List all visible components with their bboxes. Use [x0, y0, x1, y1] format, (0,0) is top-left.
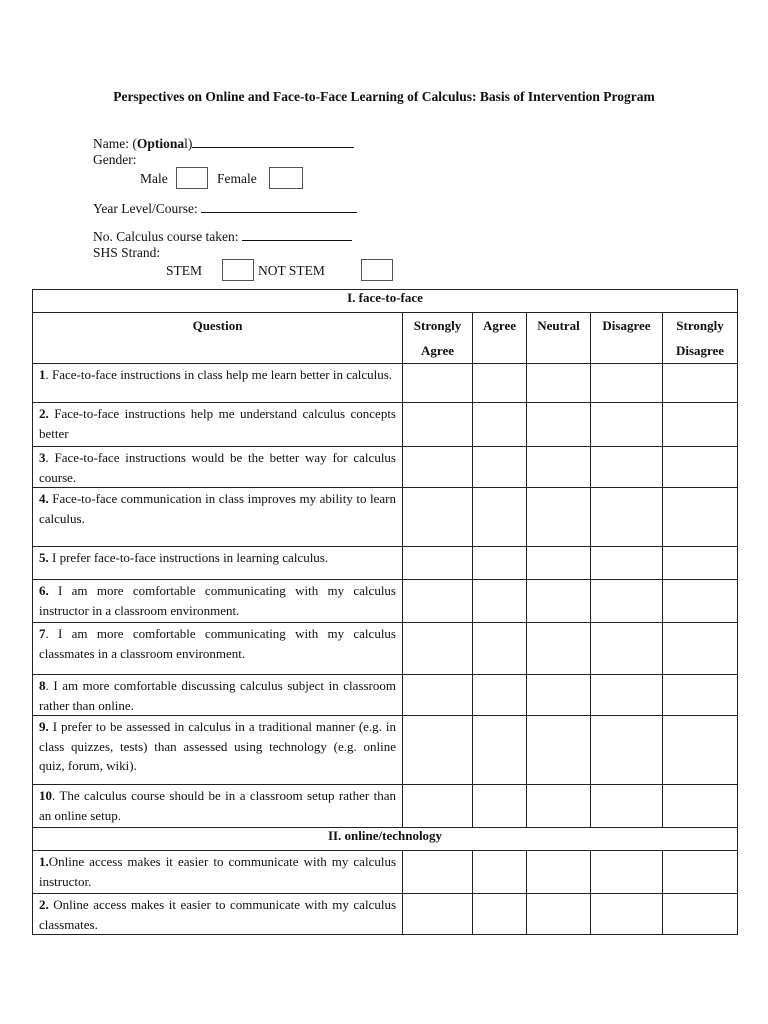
response-cell[interactable]: [591, 364, 663, 403]
stem-label: STEM: [166, 263, 203, 278]
question-row: [33, 675, 738, 716]
question-number: 2.: [39, 897, 49, 912]
not-stem-checkbox[interactable]: [361, 259, 393, 281]
question-number: 1: [39, 367, 46, 382]
response-cell[interactable]: [473, 851, 527, 894]
response-cell[interactable]: [527, 447, 591, 488]
response-cell[interactable]: [527, 580, 591, 623]
response-cell[interactable]: [663, 403, 738, 447]
response-cell[interactable]: [473, 364, 527, 403]
question-body: . I am more comfortable communicating with my calculus classmates in a classroom environment.: [39, 626, 396, 661]
response-cell[interactable]: [403, 403, 473, 447]
year-level-blank-line[interactable]: [201, 199, 357, 213]
response-cell[interactable]: [473, 447, 527, 488]
response-cell[interactable]: [663, 547, 738, 580]
response-cell[interactable]: [591, 716, 663, 785]
female-label: Female: [217, 171, 257, 186]
response-cell[interactable]: [527, 851, 591, 894]
response-cell[interactable]: [473, 547, 527, 580]
question-text: [33, 547, 403, 580]
name-label: Name: (: [93, 136, 137, 151]
response-cell[interactable]: [527, 785, 591, 828]
question-number: 5.: [39, 550, 49, 565]
question-row: [33, 447, 738, 488]
question-column-header: Question: [33, 313, 403, 364]
response-cell[interactable]: [527, 403, 591, 447]
response-cell[interactable]: [663, 623, 738, 675]
question-number: 1.: [39, 854, 49, 869]
agree-column-header: Agree: [473, 313, 527, 364]
response-cell[interactable]: [591, 488, 663, 547]
question-row: [33, 894, 738, 935]
response-cell[interactable]: [403, 851, 473, 894]
year-level-label: Year Level/Course:: [93, 201, 198, 216]
question-row: [33, 851, 738, 894]
name-label-suffix: l): [184, 136, 193, 151]
response-cell[interactable]: [527, 894, 591, 935]
male-label: Male: [140, 171, 168, 186]
response-cell[interactable]: [473, 785, 527, 828]
question-body: I prefer face-to-face instructions in learning calculus.: [48, 550, 329, 565]
response-cell[interactable]: [473, 894, 527, 935]
response-cell[interactable]: [591, 675, 663, 716]
stem-checkbox[interactable]: [222, 259, 254, 281]
question-row: [33, 785, 738, 828]
response-cell[interactable]: [473, 716, 527, 785]
response-cell[interactable]: [663, 675, 738, 716]
response-cell[interactable]: [473, 675, 527, 716]
question-text: [33, 364, 403, 403]
question-body: . I am more comfortable discussing calculus subject in classroom rather than online.: [39, 678, 396, 713]
question-row: [33, 623, 738, 675]
neutral-column-header: Neutral: [527, 313, 591, 364]
question-number: 7: [39, 626, 46, 641]
response-cell[interactable]: [473, 580, 527, 623]
response-cell[interactable]: [403, 580, 473, 623]
response-cell[interactable]: [591, 403, 663, 447]
question-body: . Face-to-face instructions in class help me learn better in calculus.: [45, 367, 393, 382]
survey-table: [32, 289, 738, 935]
response-cell[interactable]: [527, 364, 591, 403]
not-stem-label: NOT STEM: [258, 263, 325, 278]
response-cell[interactable]: [403, 447, 473, 488]
response-cell[interactable]: [403, 675, 473, 716]
question-body: Face-to-face communication in class improves my ability to learn calculus.: [39, 491, 396, 526]
section-online-heading: II. online/technology: [33, 828, 738, 851]
question-text: [33, 785, 403, 828]
name-blank-line[interactable]: [192, 134, 354, 148]
response-cell[interactable]: [527, 547, 591, 580]
question-body: Online access makes it easier to communicate with my calculus classmates.: [39, 897, 396, 932]
question-body: . The calculus course should be in a classroom setup rather than an online setup.: [39, 788, 396, 823]
response-cell[interactable]: [663, 894, 738, 935]
response-cell[interactable]: [473, 488, 527, 547]
question-text: [33, 623, 403, 675]
response-cell[interactable]: [663, 851, 738, 894]
question-text: [33, 580, 403, 623]
response-cell[interactable]: [473, 623, 527, 675]
response-cell[interactable]: [403, 785, 473, 828]
calculus-courses-blank-line[interactable]: [242, 227, 352, 241]
response-cell[interactable]: [663, 447, 738, 488]
disagree-column-header: Disagree: [591, 313, 663, 364]
question-body: Face-to-face instructions help me understand calculus concepts better: [39, 406, 396, 441]
response-cell[interactable]: [403, 623, 473, 675]
response-cell[interactable]: [591, 851, 663, 894]
question-row: [33, 488, 738, 547]
response-cell[interactable]: [403, 488, 473, 547]
question-number: 10: [39, 788, 52, 803]
response-cell[interactable]: [663, 716, 738, 785]
calculus-courses-label: No. Calculus course taken:: [93, 229, 239, 244]
response-cell[interactable]: [663, 364, 738, 403]
response-cell[interactable]: [663, 488, 738, 547]
question-text: [33, 447, 403, 488]
question-body: I am more comfortable communicating with my calculus instructor in a classroom environment.: [39, 583, 396, 618]
response-cell[interactable]: [403, 716, 473, 785]
strongly-agree-column-header: Strongly Agree: [403, 313, 473, 364]
document-title: Perspectives on Online and Face-to-Face Learning of Calculus: Basis of Intervention Program: [113, 89, 655, 104]
calculus-courses-field: [93, 227, 352, 245]
response-cell[interactable]: [403, 364, 473, 403]
question-number: 2.: [39, 406, 49, 421]
female-checkbox[interactable]: [269, 167, 303, 189]
question-body: . Face-to-face instructions would be the better way for calculus course.: [39, 450, 396, 485]
response-cell[interactable]: [591, 580, 663, 623]
question-text: [33, 403, 403, 447]
response-cell[interactable]: [527, 488, 591, 547]
question-row: [33, 716, 738, 785]
section-face-to-face-heading: I. face-to-face: [33, 290, 738, 313]
question-text: [33, 716, 403, 785]
response-cell[interactable]: [591, 547, 663, 580]
question-body: Online access makes it easier to communicate with my calculus instructor.: [39, 854, 396, 889]
strongly-disagree-column-header: Strongly Disagree: [663, 313, 738, 364]
shs-strand-label: SHS Strand:: [93, 245, 161, 260]
name-field: [93, 134, 354, 152]
response-cell[interactable]: [527, 716, 591, 785]
response-cell[interactable]: [403, 547, 473, 580]
response-cell[interactable]: [591, 447, 663, 488]
response-cell[interactable]: [663, 785, 738, 828]
question-text: [33, 675, 403, 716]
question-row: [33, 580, 738, 623]
response-cell[interactable]: [527, 675, 591, 716]
question-number: 6.: [39, 583, 49, 598]
question-row: [33, 364, 738, 403]
response-cell[interactable]: [527, 623, 591, 675]
year-level-field: [93, 199, 357, 217]
question-text: [33, 488, 403, 547]
question-row: [33, 547, 738, 580]
male-checkbox[interactable]: [176, 167, 208, 189]
response-cell[interactable]: [403, 894, 473, 935]
response-cell[interactable]: [591, 894, 663, 935]
response-cell[interactable]: [663, 580, 738, 623]
question-text: [33, 851, 403, 894]
question-number: 8: [39, 678, 46, 693]
question-number: 3: [39, 450, 46, 465]
question-number: 9.: [39, 719, 49, 734]
name-optional-label: Optiona: [136, 136, 185, 151]
response-cell[interactable]: [591, 623, 663, 675]
gender-label: Gender:: [93, 152, 137, 167]
response-cell[interactable]: [591, 785, 663, 828]
question-row: [33, 403, 738, 447]
question-number: 4.: [39, 491, 49, 506]
question-text: [33, 894, 403, 935]
response-cell[interactable]: [473, 403, 527, 447]
question-body: I prefer to be assessed in calculus in a traditional manner (e.g. in class quizzes, tests) than assessed using technology (e.g. online quiz, forum, wiki).: [39, 719, 396, 773]
